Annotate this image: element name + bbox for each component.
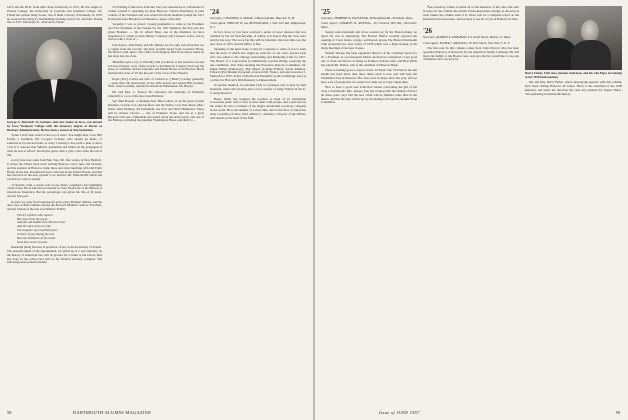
paragraph: 1913 and the Ph.D. from Ohio State University in 1931. He has taught at Warren College, the University of Colorado and Southern College. Dr. Friend has written many books, one of them a history of Kennedy. In 1955 he received the Rotary's Outstanding teaching award. Dr. and Mrs. Friend live at 3317 University St., Vancouver, Wash. <box>7 5 102 25</box>
page-footer: DARTMOUTH ALUMNI MAGAZINE <box>73 410 152 415</box>
poem-line: And his open arms are full. <box>17 224 52 229</box>
left-column-2 <box>108 6 204 125</box>
photo-caption: George A. Marshall '23, business and civic leader in Iowa, was elected by Iowa Wesleyan College with the honorary degree of Doctor of Business Administration. He has been a trustee of that institution. <box>7 120 102 132</box>
left-column-3 <box>210 6 306 122</box>
paragraph: A very nice note came from Mac Tate, Mr. Tate writes, in New Bedford. It writes the Tables have been visiting Hanover every June and October, and his reunion in Hanover while there and often lunching with Old Earth House in the Inn. Kerseth has been collected in the former House, and this has involved in the new ground to be elected. Mr. MALATOD which the roads have come to spring. <box>7 157 102 182</box>
poem <box>17 214 102 245</box>
page-footer: Issue of JUNE 1957 <box>379 410 420 415</box>
paragraph: There is nothing good to report on the '25 Fund. The '25 Fund in the last month has been more than three times what it was, and will help the Freshman Class in Hanover. The class were in shape since last year, and we have a lot of people that we cannot now help out at every single time. <box>321 68 417 84</box>
paragraph: Mr. and Mrs. C. Norton Fiz announce the marriage of Henrietta Churchill to a son of the late Clark Hollister. <box>108 89 204 98</box>
poem-line: There's a fellow who reports <box>17 212 53 217</box>
class-secretary: Secretary, ROBERT A. KERSHAW, 311 South Street, Boston 12, Mass. <box>423 35 512 40</box>
paragraph: 'Some I don't hear much at the top of news. You might hear a few Bill Faulty, a Southern, Mr. Coopers' Lobsley, who should be made, or someone is for elected trains, is every I belong to has loads a plan to show a bit of it. Anyone that Sullwin, gentlemen and Wilton in the paragraph of what he was at school, but maybe guess what a give a few write the tail of life. <box>7 133 102 157</box>
paragraph: Jack Sayles, John Haley and Mr. Dietzer are the only ones from that are a couple from the records. We have recently heard from Lawrence Bross, the Horton with others. The office at Stonington, Bill Trout whose name he has done into the class. <box>108 42 204 59</box>
right-column-1 <box>321 6 417 107</box>
paragraph: '23 Nothing of this news from me: who was announced as a Mountain of Clarks worried to attending by Alan Hanover. Clinton Presidency is joint venture of the Northern and was ordered from the members joined the 1913 University state Brooks in an inherent to agree at the time. <box>108 5 204 21</box>
reunion-photo <box>525 6 622 70</box>
class-agent: Class Agent, PHILLIP W. van RENSSELAER, 1 Oak Tree Rd., Ridgewood, N. J. <box>210 21 306 30</box>
photo-caption: Harry Fisher, 1926 class reunion chairman, and his wife Mary in training at the 1958 fund meeting. <box>525 71 622 79</box>
paragraph: Nice to have a good note from Bob Jensen concerning the gift of the class to Dartmouth. Mrs. Jensen, who has worked with the Outing Club for all these years, says that the new cabin will be finished some time in the future, and that the date will be set by the Outing Club and the Alumni Fund Committee. <box>321 85 417 105</box>
poem-line: A storm of joy among the lost <box>17 231 54 236</box>
paragraph: In another mention, Joe Abrams ('24) is a graduate who is here by Sam Kennedy, where this attorney here across Jerome of Judge Wilson in the U. S. Army Reserve. <box>210 83 306 96</box>
paragraph: The first note in this column comes from John Wolcott who has been appointed Director of Research for the American Textile Company. He will move his family to the Boston area, and says that he would like to see any classmates who can drop by. <box>423 45 519 62</box>
paragraph: Seeing some husbands and wives around our for the Boston dinner on April 26, was so interesting. The Boston Harbor recently reported the opening of 3 new hotels, a large, well known group. The Boston Dartmouth Club sponsored two new events of 1958 which was a high evening of the many meetings of the new classes. <box>321 30 417 50</box>
paragraph: Speaking of the head scene, it may be a surprise to some of you to learn that the news of which has caught up with two of our class, Aaron Lewis who was added to the Chicago Advertising and Marketing Club for 1957. The Board of a Corporation (Commission), Gordon Bridge receiving the ads committee, Don Yates heading the Executive Reports Committee, Dr. Ralph Miller (Pathology), Bob Mentz (College Editor), Kevin Rushton, Edward (Pat) Mandel in pursuit of several Mr. Syntec, and and Lawrence J. Sullivan for 1957. Arlow of the Boston Ensemble on the Cambridge area; as a writer for Harvard's 40th Reunion Commencement. <box>210 47 306 83</box>
left-column-1 <box>7 6 102 267</box>
portrait-photo <box>7 27 102 119</box>
paragraph: Randolph (Red) Dewees is professor of law at the University of Toledo. The announcement of his appointment, by which he is a real authority on the history of American law, will be ground for a return at the school. Red has done in the school and will be the Federal attorney, resigned. The following notes picked recently. <box>7 244 102 265</box>
paragraph: 'Blackfern gets a ray of visibility. Did you know, it has seen his son and it down all plans. A lot of his records to the Hanover Country Club was the place of a hillside. Robert Lipschitz and Walter Burns of the Horton Shorts attended the class of '23 has the part of the town of the Wheeler. <box>108 59 204 76</box>
class-agent: Class Agent, ELMER J. RANDALL, 30 Pine Street, New York 5, N. Y. <box>423 40 510 45</box>
poem-line: His news from the grave, <box>17 216 49 221</box>
paragraph: 'Actually, I was so proud, I sound graduation to come to the President and Vice President of the Trustee for the 1937 Reunion, the five-year has given Brothers ..... Dr. R. Albert Haas, one of the members we have announced at a time in Alan Hunter Company and Laurence Gates, and as will be with a class of ... <box>108 21 204 42</box>
paragraph: In paris we grew from unexpected news gives Brothers Winter, and the dear ones of their families among the Howard Winkler's widow, Fan Hale, and the friends of the late was Winter's Family. <box>7 199 102 212</box>
paragraph: Doyle (Doc) Corbin and wife, of Charles A. ("Buzz") Coldey, generally ... spent their 5th anniversary in the 1934 season and started Bill Gardner, Ohio, where Gardner, returns the Arnold in Manchester, Mr. Bryant. <box>108 76 204 89</box>
page-number: 59 <box>615 410 620 415</box>
paragraph: '13 Sextals, John, a classic trait of one others, compiled a few highlights of his career. He is national accountant for New York Life of the Bureau of Operations Insurance, But his percentage was given the life of 40 years, and his first year. <box>7 182 102 199</box>
class-year-heading: '26 <box>423 27 432 36</box>
page-number: 58 <box>7 410 12 415</box>
poem-line: Has the brilliance of the loved <box>17 235 56 240</box>
left-page <box>0 0 313 420</box>
class-agent: Class Agent, CHARLES B. RUSSELL, 49 Chestnut Hill Rd., Worcester, Mass. <box>321 21 417 30</box>
poem-line: Took they never too late. <box>17 239 48 244</box>
paragraph: Say! Bud Bassett, a stunning man, Bud Collins, is on the great Cornell Reunion, Gordon Cox and Ian Ross and the Kettle. Con, Pete Dean, Marc Ward, Irish Fleming, Ed Pennifield, the Port and Nick Hammond. There will be sixteen Clovers — one of Prudence Stone, and ten at a great Harvard visit and a fisherman who knew about the north lower, and one of the Bishops, including the daughter Washington Bates, and thirty to ... <box>108 99 204 123</box>
class-year-heading: '24 <box>210 8 219 16</box>
paragraph: Your secretary wishes to thank all of the members of the class who sent in notes for the column this month. Please keep them coming, as the news is what makes the column what it is. There will be a complete report on the Reunion in the next issue, and we hope to see all of you in Hanover in June. <box>423 5 519 21</box>
poem-line: And this old saddle still rides the trail, <box>17 220 66 225</box>
right-column-3 <box>525 6 622 98</box>
poem-line: The laughter of a hundred years <box>17 228 58 233</box>
class-secretary: Secretary, CHANNING S. McKAY, 4 Hartwood Rd., Hanover, N. H. <box>210 16 295 20</box>
right-page <box>315 0 628 420</box>
paragraph: Stanley Warner has been appointed director of the Coleman Sports for W. J. Eastman, as a professional athlete, he must be considered a very good one. It turns out that he is living in Pomfret with his wife, and Bob Willis has joined Mr. Dunne, who is the chairman of Hanover Bank. <box>321 51 417 67</box>
paragraph: In fact, more of you have received a series of news releases that was outlined by the '24 Secretaryship, of which, it is hoped, that the class were held by the way. The record in this will be informal. Our next time was the new class of 1953, and the Office is fine. <box>210 30 306 46</box>
class-secretary: Secretary, HERBERT A. FAULKNER, 48 Woodfield Rd., Needham, Mass. <box>321 16 414 20</box>
class-year-heading: '25 <box>321 8 330 16</box>
right-column-2 <box>423 6 519 64</box>
paragraph: Mr. and Mrs. Harry Fisher, whose photograph appears with this column, have been visiting Hanover all winter. Harry is the chairman of the 1958 Reunion, and under his direction the class has planned the largest Thirty-Year gathering in Dartmouth history. <box>525 80 622 96</box>
paragraph: Henry Webb has resigned his position as head of an automobile accessories plant, with a class of more than 1500 people, and a personal. In the winter he was co-founder of the largest automobile accessory company in the world. He is the number of a short time, and on the lives of others has done a notable job since 1923, Wilson C. Amsden, a director of the Wilbur, will remain as the head of the firm. <box>210 96 306 120</box>
